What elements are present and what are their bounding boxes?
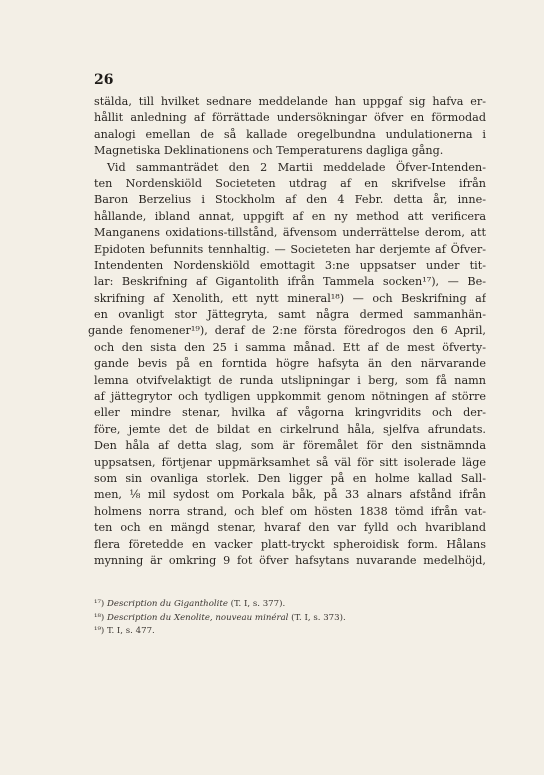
footnote-mark: ¹⁷) (94, 599, 105, 609)
text-line: Magnetiska Deklinationens och Temperaturens dagliga gång. (94, 144, 444, 158)
text-line: stälda, till hvilket sednare meddelande han uppgaf sig hafva er- (94, 95, 486, 108)
footnote-title: Description du Xenolite, nouveau minéral (106, 612, 289, 623)
text-line: uppsatsen, förtjenar uppmärksamhet så väl för sitt isolerade läge (94, 455, 486, 469)
footnote (94, 625, 486, 639)
footnote (94, 598, 486, 612)
text-line: flera företedde en vacker platt-tryckt spheroidisk form. Hålans (94, 537, 486, 551)
text-line: lar: Beskrifning af Gigantolith ifrån Tammela socken¹⁷), — Be- (94, 275, 486, 289)
footnote-ref: (T. I, s. 377). (230, 599, 286, 609)
footnote-title: Description du Gigantholite (106, 599, 228, 609)
text-line: hållit anledning af förrättade undersökningar öfver en förmodad (94, 111, 486, 125)
text-line: ten och en mängd stenar, hvaraf den var fylld och hvaribland (94, 521, 486, 535)
footnote-ref: T. I, s. 477. (106, 626, 155, 636)
text-line: Epidoten befunnits tennhaltig. — Societeten har derjemte af Öfver- (94, 242, 486, 256)
text-line: lemna otvifvelaktigt de runda utslipningar i berg, som få namn (94, 373, 486, 387)
footnote-mark: ¹⁹) (94, 626, 105, 636)
text-line: af jättegrytor och tydligen uppkommit genom nötningen af större (94, 390, 486, 404)
text-line: holmens norra strand, och blef om hösten 1838 tömd ifrån vat- (94, 504, 486, 518)
text-line: och den sista den 25 i samma månad. Ett af de mest öfverty- (94, 340, 486, 354)
body-text (88, 94, 486, 569)
text-line: eller mindre stenar, hvilka af vågorna kringvridits och der- (94, 406, 486, 420)
text-line: Manganens oxidations-tillstånd, äfvensom underrättelse derom, att (94, 226, 486, 240)
text-line: gande bevis på en forntida högre hafsyta än den närvarande (94, 357, 486, 371)
text-line: men, ⅛ mil sydost om Porkala båk, på 33 alnars afstånd ifrån (94, 488, 486, 502)
footnote-ref: (T. I, s. 373). (291, 612, 346, 623)
text-line: mynning är omkring 9 fot öfver hafsytans nuvarande medelhöjd, (94, 553, 486, 567)
footnote-mark: ¹⁸) (94, 612, 105, 623)
text-line: före, jemte det de bildat en cirkelrund håla, sjelfva afrundats. (94, 422, 486, 436)
page-number: 26 (94, 72, 114, 88)
footnotes (94, 598, 486, 639)
text-line: en ovanligt stor Jättegryta, samt några dermed sammanhän- (94, 308, 486, 322)
text-line: Intendenten Nordenskiöld emottagit 3:ne uppsatser under tit- (94, 258, 486, 272)
text-line: som sin ovanliga storlek. Den ligger på en holme kallad Sall- (94, 471, 486, 485)
text-line: Den håla af detta slag, som är föremålet för den sistnämnda (94, 439, 486, 453)
text-line: ten Nordenskiöld Societeten utdrag af en skrifvelse ifrån (94, 176, 486, 190)
text-line: hållande, ibland annat, uppgift af en ny method att verificera (94, 209, 486, 223)
text-line: gande fenomener¹⁹), deraf de 2:ne första föredrogos den 6 April, (88, 324, 486, 338)
text-line: Baron Berzelius i Stockholm af den 4 Febr. detta år, inne- (94, 193, 486, 207)
text-line: analogi emellan de så kallade oregelbundna undulationerna i (94, 127, 486, 141)
text-line: skrifning af Xenolith, ett nytt mineral¹⁸) — och Beskrifning af (94, 291, 486, 305)
text-line: Vid sammanträdet den 2 Martii meddelade Öfver-Intenden- (107, 160, 486, 174)
footnote (94, 612, 486, 626)
